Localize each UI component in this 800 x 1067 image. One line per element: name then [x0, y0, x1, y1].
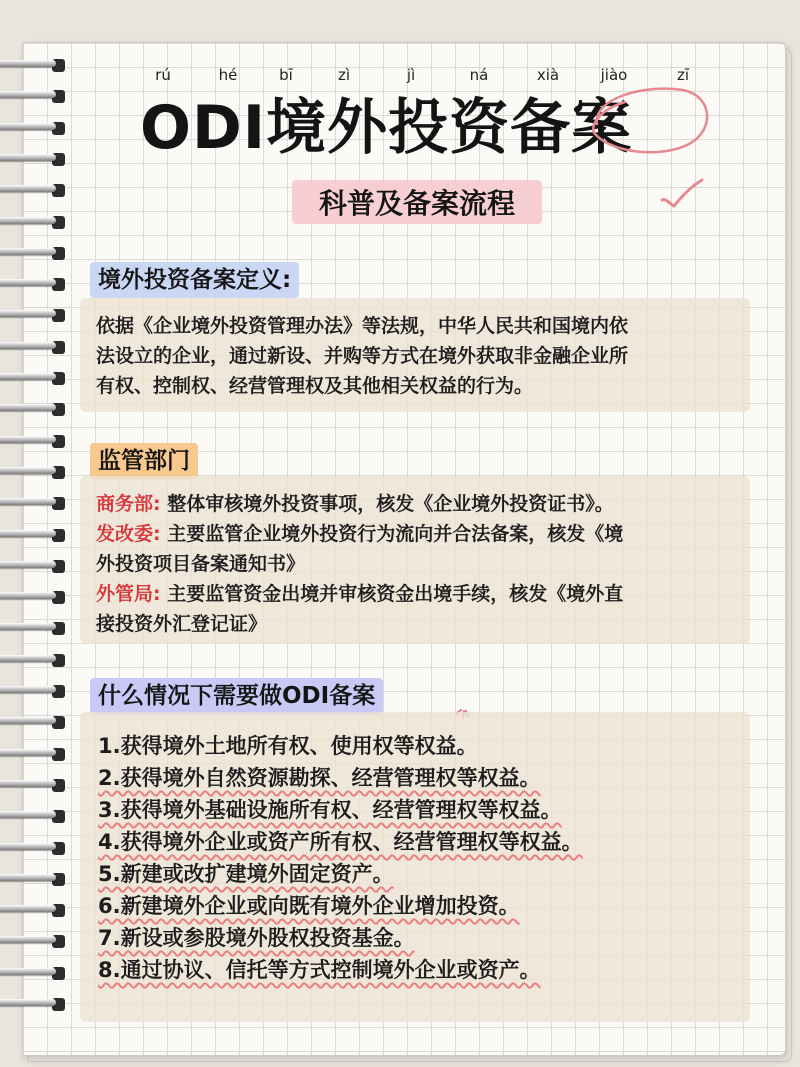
regulator-desc: 主要监管企业境外投资行为流向并合法备案，核发《境	[167, 523, 624, 545]
binding-wire	[0, 154, 56, 161]
pinyin-syllable: jiào	[600, 66, 628, 84]
spiral-binding	[0, 58, 72, 1038]
pinyin-syllable: zī	[676, 66, 690, 84]
spiral-ring-icon	[0, 809, 72, 823]
spiral-ring-icon	[0, 841, 72, 855]
definition-line: 法设立的企业，通过新设、并购等方式在境外获取非金融企业所	[96, 345, 629, 367]
binding-wire	[0, 248, 56, 255]
spiral-ring-icon	[0, 152, 72, 166]
binding-wire	[0, 843, 56, 850]
binding-wire	[0, 185, 56, 192]
spiral-ring-icon	[0, 371, 72, 385]
list-item	[98, 796, 562, 824]
binding-wire	[0, 467, 56, 474]
binding-wire	[0, 279, 56, 286]
spiral-ring-icon	[0, 872, 72, 886]
spiral-ring-icon	[0, 89, 72, 103]
spiral-ring-icon	[0, 402, 72, 416]
spiral-ring-icon	[0, 215, 72, 229]
binding-wire	[0, 936, 56, 943]
list-item-text: 8.通过协议、信托等方式控制境外企业或资产。	[98, 958, 541, 982]
regulator-label: 外管局:	[96, 583, 161, 605]
pinyin-syllable: hé	[218, 66, 238, 84]
spiral-ring-icon	[0, 903, 72, 917]
subtitle-highlight	[292, 180, 542, 224]
page-subtitle: 科普及备案流程	[318, 187, 515, 220]
list-item	[98, 956, 541, 984]
spiral-ring-icon	[0, 559, 72, 573]
list-item-text: 1.获得境外土地所有权、使用权等权益。	[98, 734, 478, 758]
circle-scribble-icon	[585, 80, 715, 158]
pinyin-syllable: rú	[155, 66, 171, 84]
definition-line: 依据《企业境外投资管理办法》等法规，中华人民共和国境内依	[96, 315, 629, 337]
spiral-ring-icon	[0, 997, 72, 1011]
regulator-desc: 主要监管资金出境并审核资金出境手续，核发《境外直	[167, 583, 624, 605]
spiral-ring-icon	[0, 434, 72, 448]
binding-wire	[0, 999, 56, 1006]
regulator-ndrc-cont: 外投资项目备案通知书》	[96, 553, 306, 575]
binding-wire	[0, 749, 56, 756]
spiral-ring-icon	[0, 778, 72, 792]
definition-heading: 境外投资备案定义:	[90, 262, 299, 298]
spiral-ring-icon	[0, 621, 72, 635]
spiral-ring-icon	[0, 590, 72, 604]
binding-wire	[0, 530, 56, 537]
definition-line: 有权、控制权、经营管理权及其他相关权益的行为。	[96, 375, 534, 397]
binding-wire	[0, 123, 56, 130]
binding-wire	[0, 874, 56, 881]
pinyin-syllable: jì	[406, 66, 416, 84]
spiral-ring-icon	[0, 528, 72, 542]
list-item-text: 3.获得境外基础设施所有权、经营管理权等权益。	[98, 798, 562, 822]
binding-wire	[0, 968, 56, 975]
regulator-safe-cont: 接投资外汇登记证》	[96, 613, 268, 635]
binding-wire	[0, 498, 56, 505]
regulator-desc: 整体审核境外投资事项，核发《企业境外投资证书》。	[167, 493, 614, 515]
spiral-ring-icon	[0, 653, 72, 667]
spiral-ring-icon	[0, 934, 72, 948]
binding-wire	[0, 404, 56, 411]
binding-wire	[0, 373, 56, 380]
spiral-ring-icon	[0, 308, 72, 322]
pinyin-syllable: bī	[279, 66, 293, 84]
pinyin-syllable: zì	[337, 66, 351, 84]
binding-wire	[0, 655, 56, 662]
binding-wire	[0, 217, 56, 224]
spiral-ring-icon	[0, 340, 72, 354]
binding-wire	[0, 561, 56, 568]
binding-wire	[0, 436, 56, 443]
spiral-ring-icon	[0, 966, 72, 980]
list-item-text: 4.获得境外企业或资产所有权、经营管理权等权益。	[98, 830, 583, 854]
spiral-ring-icon	[0, 121, 72, 135]
binding-wire	[0, 717, 56, 724]
spiral-ring-icon	[0, 747, 72, 761]
regulator-safe	[96, 580, 623, 608]
binding-wire	[0, 310, 56, 317]
binding-wire	[0, 342, 56, 349]
list-item-text: 7.新设或参股境外股权投资基金。	[98, 926, 415, 950]
binding-wire	[0, 686, 56, 693]
binding-wire	[0, 91, 56, 98]
binding-wire	[0, 905, 56, 912]
spiral-ring-icon	[0, 496, 72, 510]
list-item	[98, 924, 415, 952]
binding-wire	[0, 592, 56, 599]
spiral-ring-icon	[0, 465, 72, 479]
spiral-ring-icon	[0, 277, 72, 291]
list-item	[98, 860, 394, 888]
check-mark-icon	[658, 178, 704, 210]
regulator-commerce	[96, 490, 614, 518]
spiral-ring-icon	[0, 183, 72, 197]
spiral-ring-icon	[0, 684, 72, 698]
cases-heading: 什么情况下需要做ODI备案	[90, 678, 383, 714]
list-item	[98, 828, 583, 856]
list-item	[98, 764, 541, 792]
binding-wire	[0, 811, 56, 818]
spiral-ring-icon	[0, 246, 72, 260]
regulators-heading: 监管部门	[90, 443, 198, 479]
regulator-label: 商务部:	[96, 493, 161, 515]
spiral-ring-icon	[0, 715, 72, 729]
regulator-label: 发改委:	[96, 523, 161, 545]
list-item-text: 2.获得境外自然资源勘探、经营管理权等权益。	[98, 766, 541, 790]
page-title: ODI境外投资备案	[140, 93, 633, 163]
list-item-text: 6.新建境外企业或向既有境外企业增加投资。	[98, 894, 520, 918]
list-item	[98, 732, 478, 760]
list-item-text: 5.新建或改扩建境外固定资产。	[98, 862, 394, 886]
regulator-ndrc	[96, 520, 623, 548]
binding-wire	[0, 623, 56, 630]
pinyin-syllable: xià	[536, 66, 560, 84]
list-item	[98, 892, 520, 920]
binding-wire	[0, 780, 56, 787]
pinyin-syllable: ná	[469, 66, 489, 84]
